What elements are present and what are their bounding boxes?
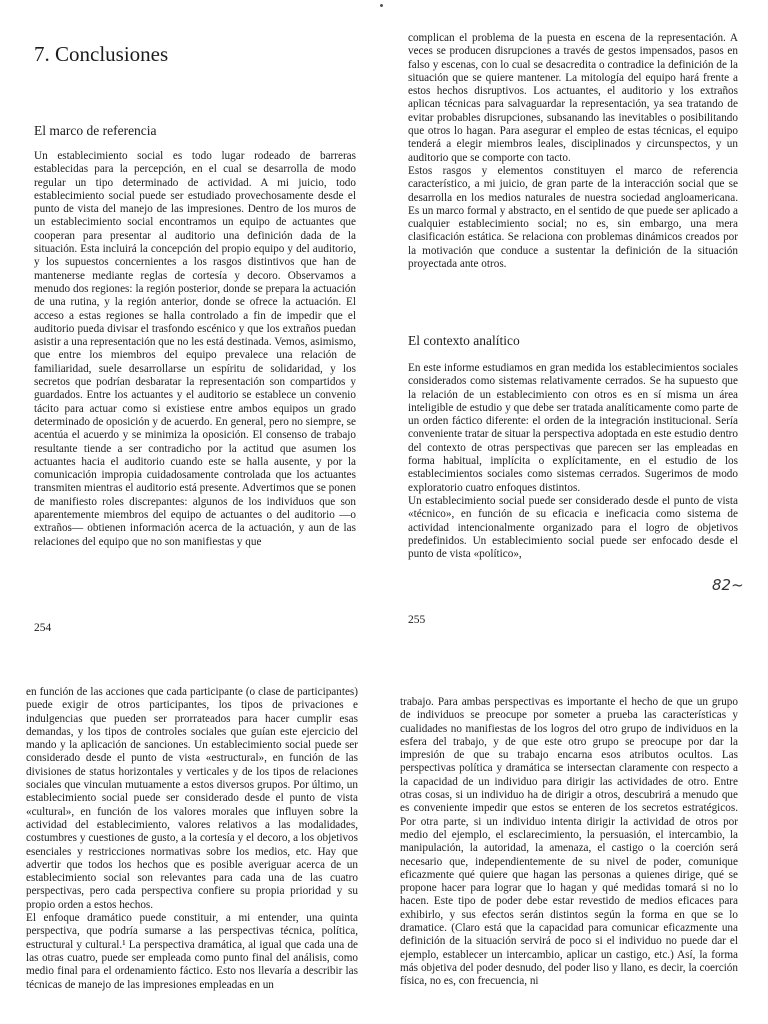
page-256 [0, 650, 384, 1024]
chapter-title: 7. Conclusiones [34, 42, 169, 66]
section-title-marco: El marco de referencia [34, 123, 157, 138]
body-text-254 [34, 150, 356, 586]
page-number: 254 [34, 622, 52, 634]
paragraph: El enfoque dramático puede constituir, a mi entender, una quinta perspectiva, que podría sumarse a las perspectivas técnica, política, estructural y cultural.¹ La perspectiva dramática, al igual que cada una de las otras cuatro, puede ser empleada como punto final del análisis, como medio final para el ordenamiento fáctico. Esto nos llevaría a describir las técnicas de manejo de las impresiones empleadas en un [26, 912, 358, 991]
page-255 [384, 0, 768, 650]
paragraph: Estos rasgos y elementos constituyen el marco de referencia característico, a mi juicio, de gran parte de la interacción social que se desarrolla en los medios naturales de nuestra sociedad angloamericana. Es un marco formal y abstracto, en el sentido de que puede ser aplicado a cualquier establecimiento social; no es, sin embargo, una mera clasificación estática. Se relaciona con problemas dinámicos creados por la motivación que conduce a sustentar la definición de la situación proyectada ante otros. [408, 164, 738, 271]
body-text-256 [26, 686, 358, 1024]
page-254 [0, 0, 384, 650]
body-text-255-top [408, 32, 738, 302]
paragraph: Un establecimiento social es todo lugar rodeado de barreras establecidas para la percepción, en el cual se desarrolla de modo regular un tipo determinado de actividad. A mi juicio, todo establecimiento social puede ser estudiado provechosamente desde el punto de vista del manejo de las impresiones. Dentro de los muros de un establecimiento social encontramos un equipo de actuantes que cooperan para presentar al auditorio una definición dada de la situación. Esta incluirá la concepción del propio equipo y del auditorio, y los supuestos concernientes a los rasgos distintivos que han de mantenerse mediante reglas de cortesía y decoro. Observamos a menudo dos regiones: la región posterior, donde se prepara la actuación de una rutina, y la región anterior, donde se ofrece la actuación. El acceso a estas regiones se halla controlado a fin de impedir que el auditorio pueda divisar el trasfondo escénico y que los extraños puedan asistir a una representación que no les está destinada. Vemos, asimismo, que entre los miembros del equipo prevalece una relación de familiaridad, suele desarrollarse un espíritu de solidaridad, y los secretos que podrían desbaratar la representación son compartidos y guardados. Entre los actuantes y el auditorio se establece un convenio tácito para actuar como si existiese entre ambos equipos un grado determinado de oposición y de acuerdo. En general, pero no siempre, se acentúa el acuerdo y se minimiza la oposición. El consenso de trabajo resultante tiende a ser contradicho por la actitud que asumen los actuantes hacia el auditorio cuando este se halla ausente, y por la comunicación impropia cuidadosamente controlada que los actuantes transmiten mientras el auditorio está presente. Advertimos que se ponen de manifiesto roles discrepantes: algunos de los individuos que son aparentemente miembros del equipo de actuantes o del auditorio —o extraños— obtienen información acerca de la actuación, y aun de las relaciones del equipo que no son manifiestas y que [34, 150, 356, 548]
handwritten-note: 82~ [712, 576, 744, 594]
page-257 [384, 650, 768, 1024]
body-text-257 [400, 696, 738, 1024]
paragraph: En este informe estudiamos en gran medida los establecimientos sociales considerados como sistemas relativamente cerrados. Se ha supuesto que la relación de un establecimiento con otros es en sí misma un área inteligible de estudio y que debe ser tratada analíticamente como parte de un orden fáctico diferente: el orden de la integración institucional. Sería conveniente tratar de situar la perspectiva adoptada en este estudio dentro del contexto de otras perspectivas que parecen ser las empleadas en forma habitual, implícita o explícitamente, en el estudio de los establecimientos sociales como sistemas cerrados. Sugerimos de modo exploratorio cuatro enfoques distintos. [408, 362, 738, 494]
paragraph: Un establecimiento social puede ser considerado desde el punto de vista «técnico», en función de su eficacia e ineficacia como sistema de actividad intencionalmente organizado para el logro de objetivos predefinidos. Un establecimiento social puede ser enfocado desde el punto de vista «político», [408, 494, 738, 561]
section-title-contexto: El contexto analítico [408, 333, 520, 348]
paragraph: complican el problema de la puesta en escena de la representación. A veces se producen disrupciones a través de gestos impensados, pasos en falso y escenas, con lo cual se desacredita o contradice la definición de la situación que se quiere mantener. La mitología del equipo hará frente a estos hechos disruptivos. Los actuantes, el auditorio y los extraños aplican técnicas para salvaguardar la representación, ya sea tratando de evitar probables disrupciones, subsanando las inevitables o posibilitando que otros lo hagan. Para asegurar el empleo de estas técnicas, el equipo tenderá a elegir miembros leales, disciplinados y circunspectos, y un auditorio que se comporte con tacto. [408, 32, 738, 164]
body-text-255-bottom [408, 362, 738, 584]
paragraph: en función de las acciones que cada participante (o clase de participantes) puede exigir de otros participantes, los tipos de privaciones e indulgencias que pueden ser prorrateados para hacer cumplir esas demandas, y los tipos de controles sociales que guían este ejercicio del mando y la aplicación de sanciones. Un establecimiento social puede ser considerado desde el punto de vista «estructural», en función de las divisiones de status horizontales y verticales y de los tipos de relaciones sociales que vinculan mutuamente a estos diversos grupos. Por último, un establecimiento social puede ser considerado desde el punto de vista «cultural», en función de los valores morales que influyen sobre la actividad del establecimiento, valores relativos a las modalidades, costumbres y cuestiones de gusto, a la cortesía y el decoro, a los objetivos esenciales y restricciones normativas sobre los medios, etc. Hay que advertir que todos los hechos que es posible averiguar acerca de un establecimiento social son relevantes para cada una de las cuatro perspectivas, pero cada perspectiva confiere su propia prioridad y su propio orden a estos hechos. [26, 686, 358, 911]
page-number: 255 [408, 614, 426, 626]
paragraph: trabajo. Para ambas perspectivas es importante el hecho de que un grupo de individuos se preocupe por someter a prueba las características y cualidades no manifiestas de los logros del otro grupo de individuos en la esfera del trabajo, y de que este otro grupo se preocupe por dar la impresión de que su trabajo encarna esos atributos ocultos. Las perspectivas política y dramática se intersectan claramente con respecto a la capacidad de un individuo para dirigir las actividades de otro. Entre otras cosas, si un individuo ha de dirigir a otros, descubrirá a menudo que es conveniente impedir que estos se enteren de los secretos estratégicos. Por otra parte, si un individuo intenta dirigir la actividad de otros por medio del ejemplo, el esclarecimiento, la persuasión, el intercambio, la manipulación, la autoridad, la amenaza, el castigo o la coerción será necesario que, independientemente de su nivel de poder, comunique eficazmente qué quiere que hagan las personas a quienes dirige, qué se propone hacer para lograr que lo hagan y qué medidas tomará si no lo hacen. Este tipo de poder debe estar revestido de medios eficaces para exhibirlo, y sus efectos serán distintos según la forma en que se lo dramatice. (Claro está que la capacidad para comunicar eficazmente una definición de la situación servirá de poco si el individuo no puede dar el ejemplo, establecer un intercambio, aplicar un castigo, etc.) Así, la forma más objetiva del poder desnudo, del poder liso y llano, es decir, la coerción física, no es, con frecuencia, ni [400, 696, 738, 988]
